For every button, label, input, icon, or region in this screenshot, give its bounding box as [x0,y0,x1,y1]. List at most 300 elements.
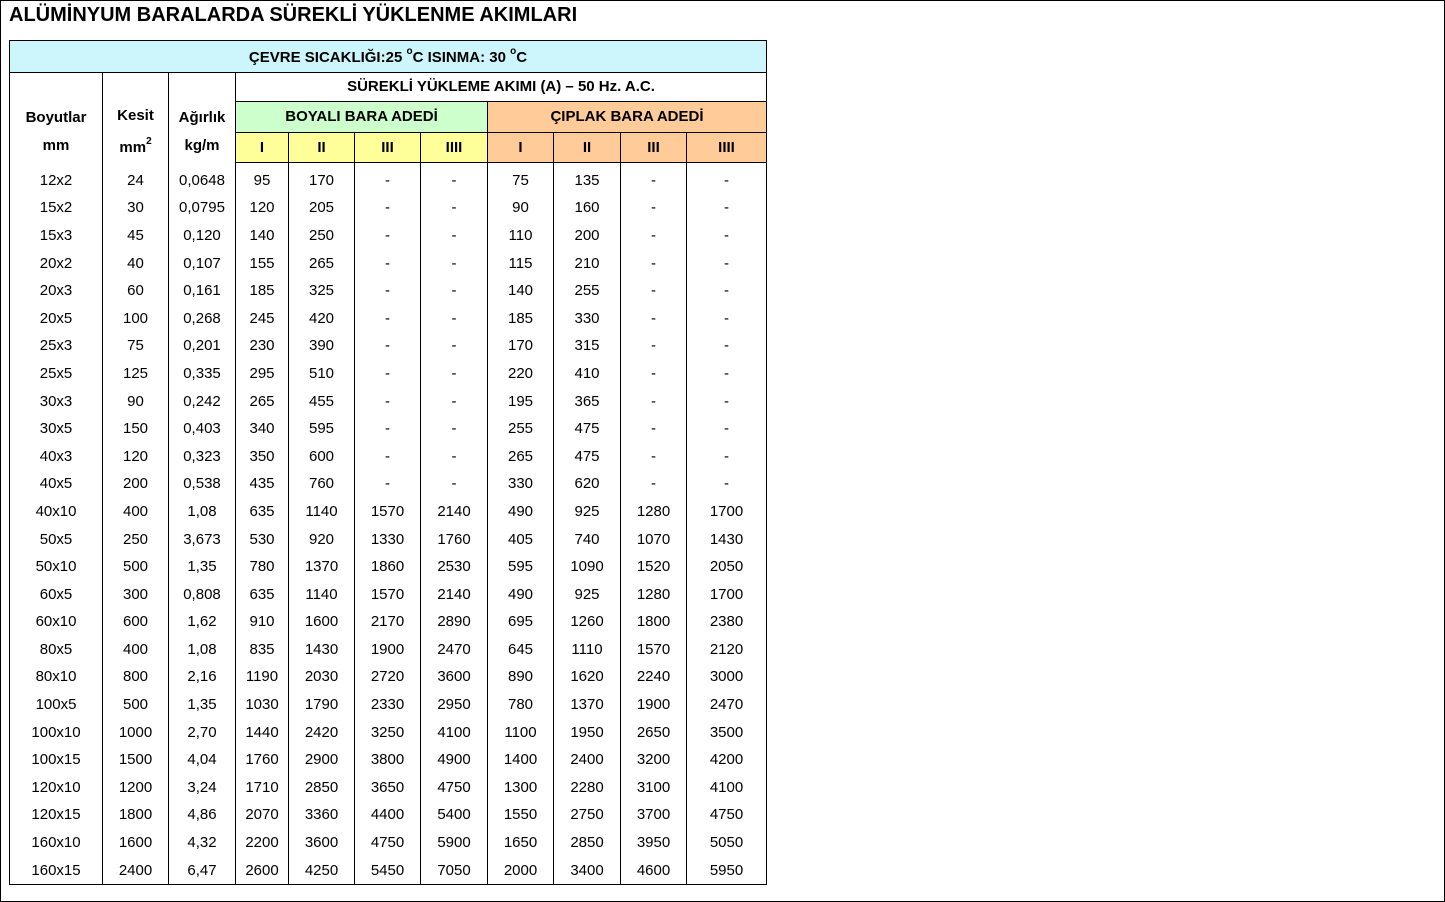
page-title: ALÜMİNYUM BARALARDA SÜREKLİ YÜKLENME AKIMLARI [9,4,578,26]
table-cell: 315 [554,332,621,360]
table-cell: 350 [236,442,289,470]
table-row [10,442,767,470]
table-cell: 1500 [103,746,169,774]
table-cell: 405 [488,525,554,553]
table-cell: 1760 [421,525,488,553]
table-row [10,856,767,884]
table-cell: 3600 [289,829,355,857]
table-cell: 2,16 [169,663,236,691]
table-cell: - [421,304,488,332]
table-cell: 1,35 [169,691,236,719]
table-cell: 635 [236,498,289,526]
table-cell: 365 [554,387,621,415]
table-cell: 1370 [289,553,355,581]
table-cell: 50x5 [10,525,103,553]
table-cell: 925 [554,498,621,526]
table-cell: 30 [103,194,169,222]
table-cell: 265 [289,249,355,277]
table-cell: - [355,277,421,305]
table-cell: 1300 [488,774,554,802]
table-cell: 1000 [103,718,169,746]
table-cell: 780 [488,691,554,719]
table-cell: 40x10 [10,498,103,526]
table-cell: 1440 [236,718,289,746]
table-cell: - [621,277,687,305]
table-cell: 2280 [554,774,621,802]
table-row [10,774,767,802]
table-cell: 4100 [421,718,488,746]
table-cell: 4900 [421,746,488,774]
table-cell: 120 [236,194,289,222]
bare-bar-count-header: ÇIPLAK BARA ADEDİ [488,101,767,132]
table-cell: 1600 [289,608,355,636]
table-cell: 800 [103,663,169,691]
table-cell: - [621,360,687,388]
table-row [10,162,767,194]
table-cell: 125 [103,360,169,388]
bare-col-2: II [554,132,621,162]
table-cell: 60x5 [10,580,103,608]
table-cell: 255 [488,415,554,443]
table-cell: 3950 [621,829,687,857]
table-cell: 3700 [621,801,687,829]
table-cell: 1260 [554,608,621,636]
table-row [10,608,767,636]
table-cell: - [355,470,421,498]
table-cell: 12x2 [10,162,103,194]
table-cell: 195 [488,387,554,415]
table-row [10,387,767,415]
table-cell: 530 [236,525,289,553]
table-cell: 455 [289,387,355,415]
table-cell: 100 [103,304,169,332]
table-row [10,718,767,746]
table-cell: - [421,194,488,222]
table-cell: 2890 [421,608,488,636]
table-cell: - [355,162,421,194]
table-cell: - [687,249,767,277]
table-cell: 100x15 [10,746,103,774]
table-cell: 925 [554,580,621,608]
table-cell: - [687,470,767,498]
table-cell: 2330 [355,691,421,719]
table-cell: 250 [103,525,169,553]
table-cell: 100x5 [10,691,103,719]
table-cell: 3360 [289,801,355,829]
table-cell: 1710 [236,774,289,802]
table-cell: 2,70 [169,718,236,746]
table-cell: 120 [103,442,169,470]
table-cell: 15x2 [10,194,103,222]
col-header-section: Kesit $mm^2$ [103,73,169,163]
table-cell: 1110 [554,636,621,664]
table-cell: 185 [236,277,289,305]
table-cell: 5400 [421,801,488,829]
table-row [10,277,767,305]
table-cell: 1280 [621,580,687,608]
table-cell: - [687,162,767,194]
table-cell: 40 [103,249,169,277]
table-cell: 2950 [421,691,488,719]
table-cell: 75 [103,332,169,360]
table-cell: 1650 [488,829,554,857]
table-cell: 325 [289,277,355,305]
table-cell: 920 [289,525,355,553]
table-cell: 595 [289,415,355,443]
table-cell: 4,86 [169,801,236,829]
table-cell: 185 [488,304,554,332]
table-cell: 255 [554,277,621,305]
table-cell: 0,808 [169,580,236,608]
table-row [10,829,767,857]
table-cell: 75 [488,162,554,194]
table-row [10,360,767,388]
table-cell: 0,323 [169,442,236,470]
table-cell: - [687,442,767,470]
table-cell: 3000 [687,663,767,691]
table-cell: 5050 [687,829,767,857]
table-cell: 5450 [355,856,421,884]
table-cell: 45 [103,222,169,250]
table-cell: 435 [236,470,289,498]
table-cell: - [687,360,767,388]
table-cell: 0,268 [169,304,236,332]
table-cell: 1620 [554,663,621,691]
table-cell: - [621,249,687,277]
table-row [10,580,767,608]
table-cell: 2470 [687,691,767,719]
table-cell: - [355,442,421,470]
col-header-weight: Ağırlık kg/m [169,73,236,163]
table-cell: 410 [554,360,621,388]
table-cell: 1430 [687,525,767,553]
table-cell: - [421,470,488,498]
table-cell: 4400 [355,801,421,829]
table-cell: 1190 [236,663,289,691]
table-cell: 1200 [103,774,169,802]
table-cell: - [355,332,421,360]
table-row [10,249,767,277]
table-cell: 2720 [355,663,421,691]
table-cell: 2240 [621,663,687,691]
table-cell: 20x3 [10,277,103,305]
table-cell: 5900 [421,829,488,857]
table-cell: - [621,442,687,470]
table-cell: 1140 [289,498,355,526]
table-cell: 4,04 [169,746,236,774]
table-cell: 1370 [554,691,621,719]
table-cell: 7050 [421,856,488,884]
table-cell: 0,201 [169,332,236,360]
table-cell: 2030 [289,663,355,691]
table-cell: 0,0648 [169,162,236,194]
table-cell: 1030 [236,691,289,719]
table-cell: 500 [103,553,169,581]
table-cell: 475 [554,442,621,470]
table-cell: - [355,387,421,415]
table-cell: - [687,277,767,305]
table-cell: 1800 [103,801,169,829]
table-cell: 140 [236,222,289,250]
table-cell: - [421,249,488,277]
table-cell: 1950 [554,718,621,746]
table-cell: 95 [236,162,289,194]
table-cell: 490 [488,498,554,526]
table-cell: - [421,442,488,470]
table-cell: 835 [236,636,289,664]
table-cell: - [421,387,488,415]
table-cell: 160x15 [10,856,103,884]
table-cell: - [355,304,421,332]
table-cell: 2380 [687,608,767,636]
table-row [10,304,767,332]
table-cell: 2900 [289,746,355,774]
busbar-current-table [9,40,767,885]
table-cell: - [355,194,421,222]
table-cell: - [355,222,421,250]
table-cell: 3600 [421,663,488,691]
table-cell: 2470 [421,636,488,664]
table-cell: 1070 [621,525,687,553]
table-cell: 155 [236,249,289,277]
table-cell: 24 [103,162,169,194]
table-cell: 170 [289,162,355,194]
table-cell: 0,242 [169,387,236,415]
table-cell: 50x10 [10,553,103,581]
table-cell: 910 [236,608,289,636]
table-cell: 40x3 [10,442,103,470]
table-cell: 340 [236,415,289,443]
table-cell: 15x3 [10,222,103,250]
table-cell: - [621,387,687,415]
table-cell: 0,107 [169,249,236,277]
table-cell: 230 [236,332,289,360]
table-cell: 1760 [236,746,289,774]
table-cell: 3100 [621,774,687,802]
table-cell: 2400 [554,746,621,774]
table-row [10,415,767,443]
table-cell: 3,24 [169,774,236,802]
table-cell: 645 [488,636,554,664]
painted-bar-count-header: BOYALI BARA ADEDİ [236,101,488,132]
table-cell: 500 [103,691,169,719]
table-cell: 2140 [421,580,488,608]
table-cell: 4250 [289,856,355,884]
table-cell: 2050 [687,553,767,581]
table-cell: 90 [103,387,169,415]
table-cell: 1,62 [169,608,236,636]
table-cell: 3250 [355,718,421,746]
table-cell: 595 [488,553,554,581]
table-cell: 390 [289,332,355,360]
table-cell: 1520 [621,553,687,581]
table-cell: 330 [554,304,621,332]
table-cell: 1330 [355,525,421,553]
table-cell: - [421,162,488,194]
table-cell: 4750 [687,801,767,829]
table-cell: 220 [488,360,554,388]
table-cell: 100x10 [10,718,103,746]
table-cell: 1700 [687,580,767,608]
table-cell: 120x15 [10,801,103,829]
table-cell: 1090 [554,553,621,581]
table-cell: 30x5 [10,415,103,443]
table-cell: 1570 [621,636,687,664]
table-cell: 0,161 [169,277,236,305]
table-cell: - [687,194,767,222]
table-cell: 780 [236,553,289,581]
table-cell: 265 [236,387,289,415]
table-cell: 3800 [355,746,421,774]
table-cell: 0,0795 [169,194,236,222]
table-cell: 120x10 [10,774,103,802]
table-cell: 1100 [488,718,554,746]
table-cell: 245 [236,304,289,332]
table-row [10,194,767,222]
table-cell: 1,08 [169,498,236,526]
table-cell: - [621,470,687,498]
painted-col-4: IIII [421,132,488,162]
table-cell: 2170 [355,608,421,636]
table-cell: 205 [289,194,355,222]
table-cell: - [421,415,488,443]
table-cell: 740 [554,525,621,553]
table-cell: 1570 [355,580,421,608]
table-cell: 890 [488,663,554,691]
table-cell: 475 [554,415,621,443]
table-cell: 2420 [289,718,355,746]
table-cell: 2850 [289,774,355,802]
table-cell: 760 [289,470,355,498]
painted-col-2: II [289,132,355,162]
table-cell: 3,673 [169,525,236,553]
table-cell: 1900 [621,691,687,719]
table-cell: 2750 [554,801,621,829]
table-cell: 4750 [421,774,488,802]
table-cell: 200 [554,222,621,250]
table-cell: 3400 [554,856,621,884]
table-row [10,332,767,360]
table-cell: 80x5 [10,636,103,664]
table-cell: - [621,162,687,194]
table-cell: 420 [289,304,355,332]
table-cell: - [687,387,767,415]
table-cell: 4750 [355,829,421,857]
table-cell: 1860 [355,553,421,581]
table-cell: 400 [103,636,169,664]
table-cell: 250 [289,222,355,250]
table-cell: 490 [488,580,554,608]
table-cell: 200 [103,470,169,498]
col-header-dimensions: Boyutlar mm [10,73,103,163]
table-cell: 25x5 [10,360,103,388]
table-cell: 600 [103,608,169,636]
table-cell: 210 [554,249,621,277]
table-cell: 295 [236,360,289,388]
table-cell: - [687,332,767,360]
table-cell: 20x5 [10,304,103,332]
table-cell: 1550 [488,801,554,829]
table-cell: 150 [103,415,169,443]
table-cell: 330 [488,470,554,498]
table-cell: 115 [488,249,554,277]
table-cell: 5950 [687,856,767,884]
table-cell: - [687,304,767,332]
table-cell: 2400 [103,856,169,884]
table-row [10,801,767,829]
table-cell: - [687,415,767,443]
table-cell: 4,32 [169,829,236,857]
table-cell: - [621,332,687,360]
table-cell: 2650 [621,718,687,746]
table-cell: 0,538 [169,470,236,498]
table-cell: - [621,222,687,250]
environment-header: ÇEVRE SICAKLIĞI:25 $^o$C ISINMA: 30 $^o$C [10,41,767,73]
table-cell: 30x3 [10,387,103,415]
table-cell: 2600 [236,856,289,884]
painted-col-3: III [355,132,421,162]
table-cell: - [355,415,421,443]
table-cell: 1,08 [169,636,236,664]
table-cell: 1280 [621,498,687,526]
table-cell: 1900 [355,636,421,664]
table-cell: - [355,360,421,388]
table-cell: 140 [488,277,554,305]
table-cell: 1570 [355,498,421,526]
table-cell: 20x2 [10,249,103,277]
table-cell: 0,403 [169,415,236,443]
table-cell: 60x10 [10,608,103,636]
table-cell: 1800 [621,608,687,636]
table-cell: 0,120 [169,222,236,250]
table-cell: 1400 [488,746,554,774]
table-cell: - [355,249,421,277]
table-cell: - [421,332,488,360]
table-cell: 510 [289,360,355,388]
table-cell: 170 [488,332,554,360]
table-cell: 1140 [289,580,355,608]
table-cell: 2850 [554,829,621,857]
table-row [10,222,767,250]
table-row [10,470,767,498]
table-cell: - [687,222,767,250]
table-cell: 80x10 [10,663,103,691]
table-cell: - [421,222,488,250]
table-cell: 695 [488,608,554,636]
table-cell: 110 [488,222,554,250]
table-cell: 3650 [355,774,421,802]
table-cell: 90 [488,194,554,222]
table-cell: 1600 [103,829,169,857]
table-cell: 1430 [289,636,355,664]
bare-col-4: IIII [687,132,767,162]
table-cell: 635 [236,580,289,608]
table-cell: 3500 [687,718,767,746]
table-cell: 2530 [421,553,488,581]
table-cell: 1700 [687,498,767,526]
table-row [10,636,767,664]
table-cell: 6,47 [169,856,236,884]
table-cell: 4200 [687,746,767,774]
table-cell: 1,35 [169,553,236,581]
table-cell: 0,335 [169,360,236,388]
table-row [10,553,767,581]
table-cell: 2120 [687,636,767,664]
table-cell: 1790 [289,691,355,719]
table-cell: 600 [289,442,355,470]
table-cell: 4600 [621,856,687,884]
table-cell: 40x5 [10,470,103,498]
